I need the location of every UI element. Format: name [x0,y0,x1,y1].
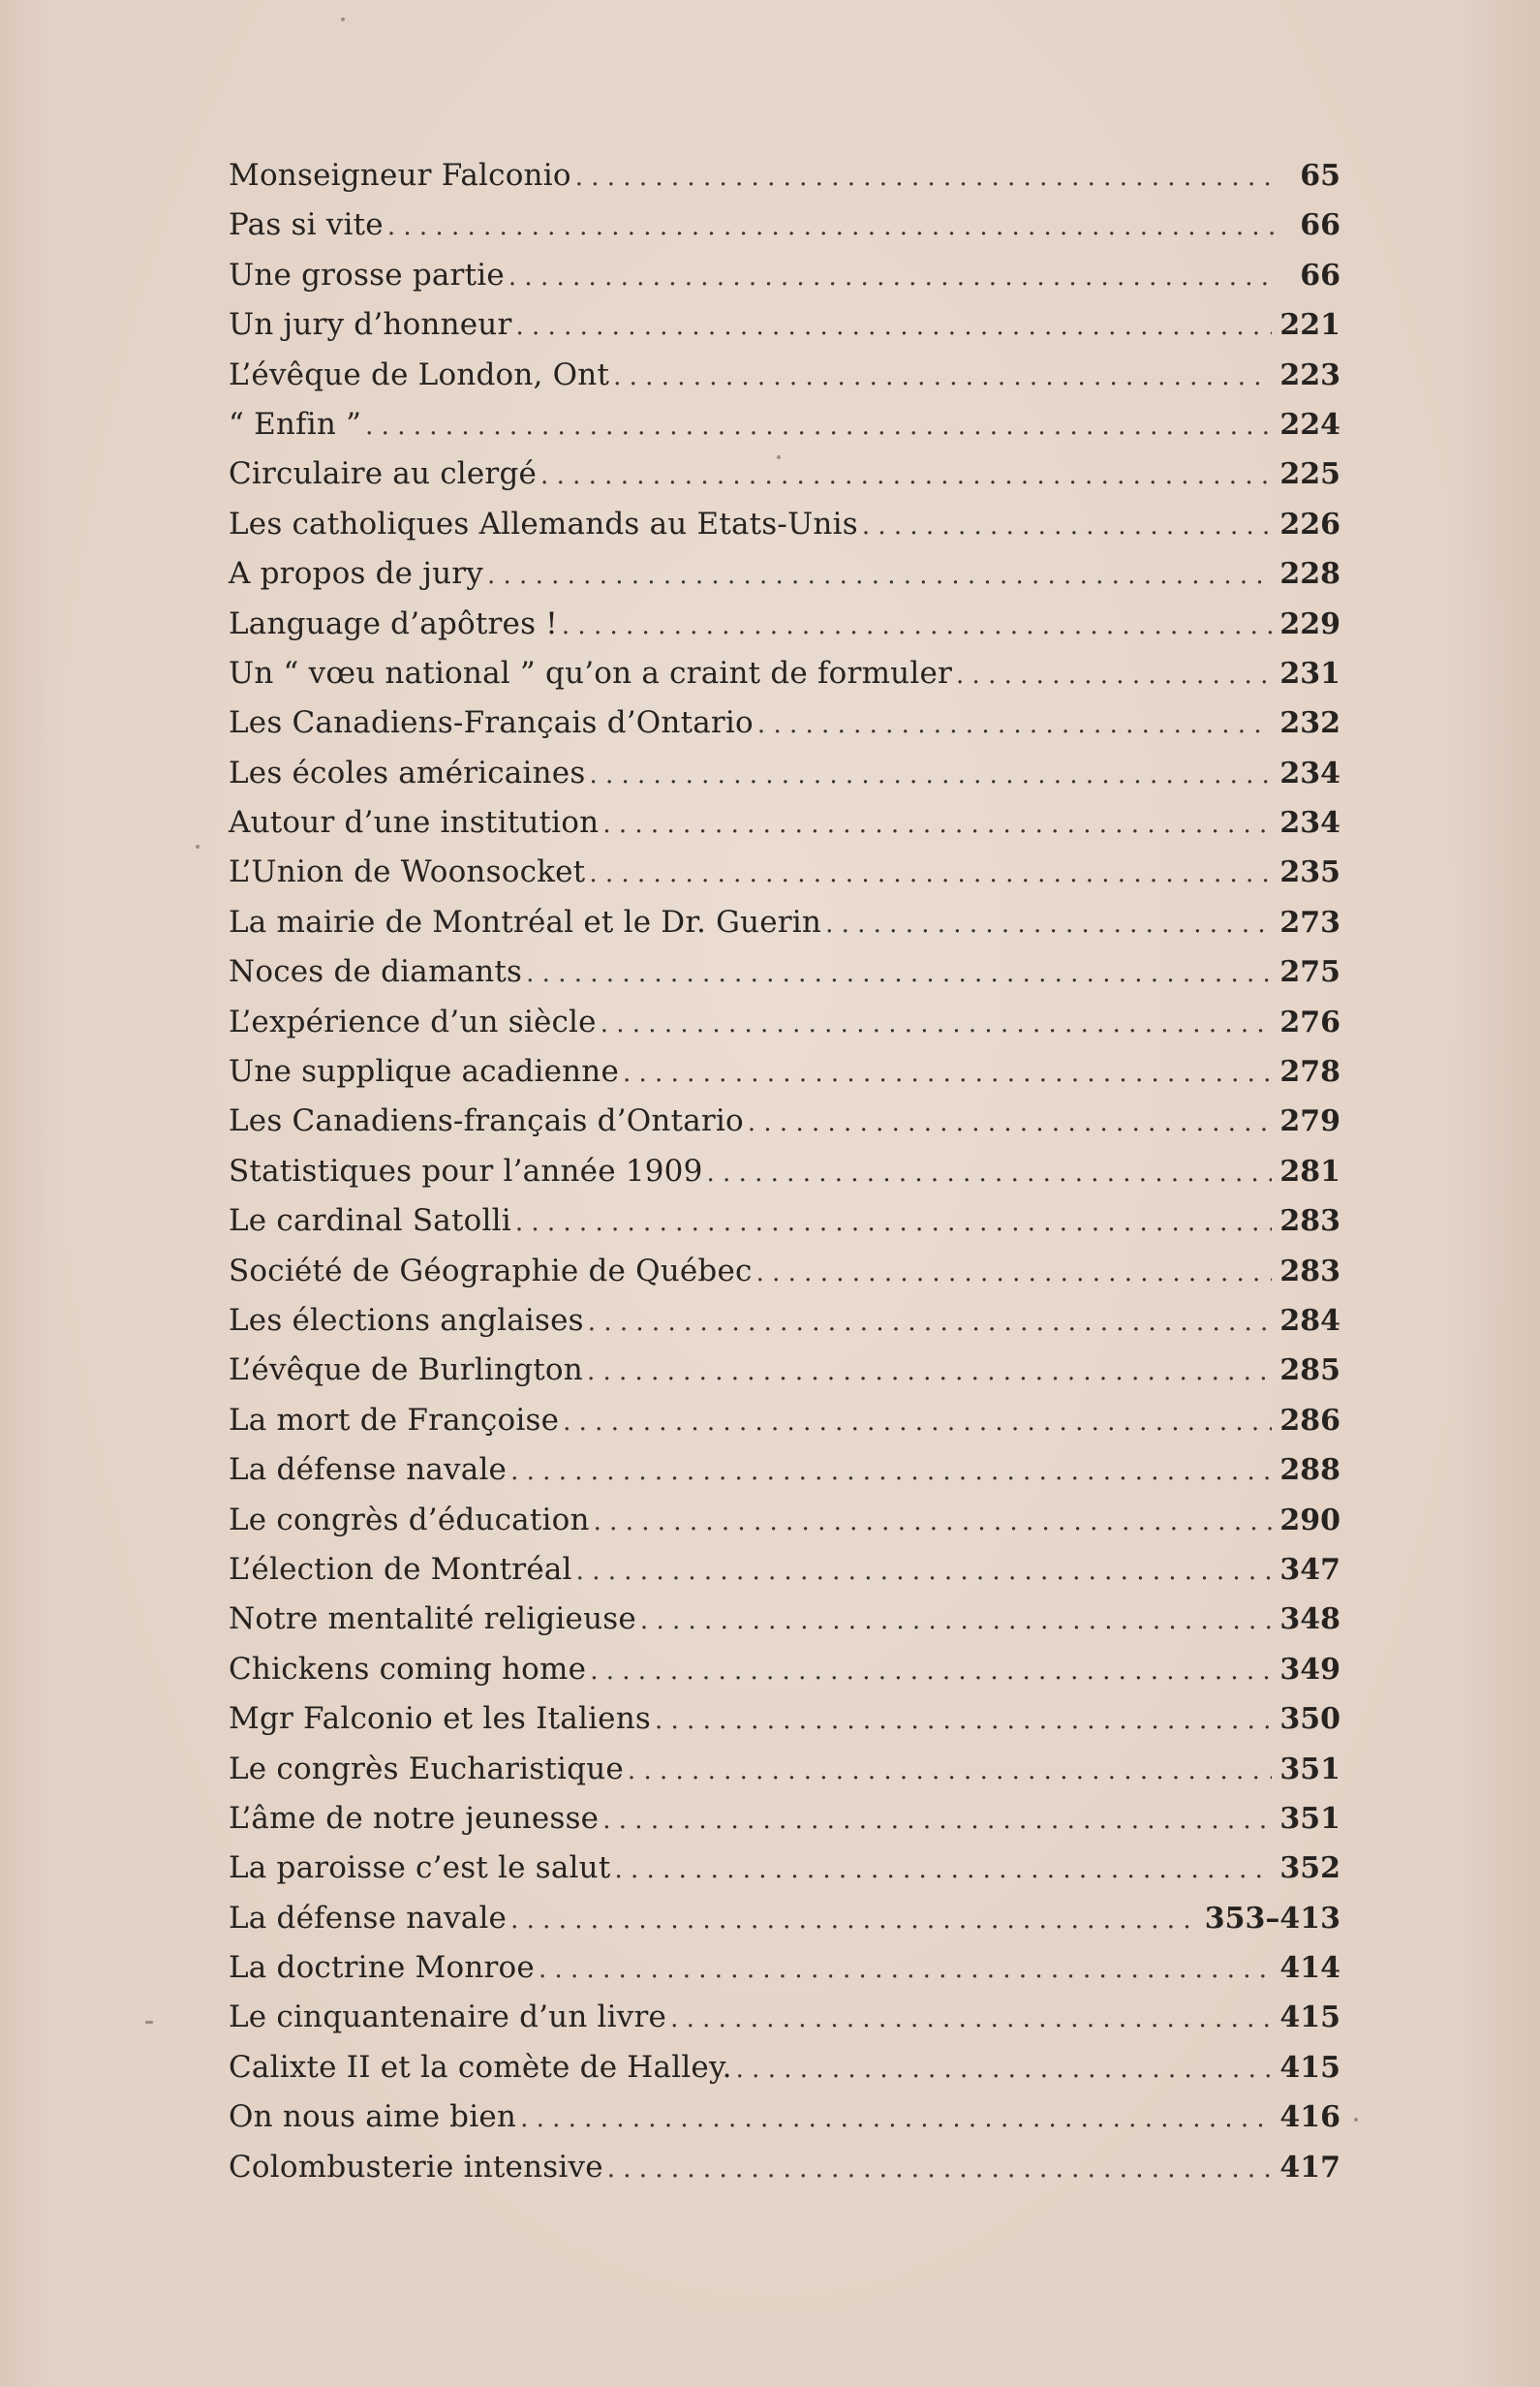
toc-entry-title: Pas si vite [229,207,384,243]
dot-leader [508,253,1278,302]
toc-entry [229,1496,1340,1545]
dot-leader [526,949,1272,999]
toc-entry-page-number: 350 [1279,1702,1340,1737]
toc-entry-page-number: 228 [1279,557,1340,592]
toc-entry-title: Autour d’une institution [229,805,600,841]
toc-entry-title: Les catholiques Allemands au Etats-Unis [229,506,858,542]
toc-entry [229,450,1340,499]
dot-leader [615,1845,1273,1895]
dot-leader [510,1447,1272,1497]
dot-leader [655,1696,1272,1746]
toc-entry [229,500,1340,549]
toc-entry [229,1545,1340,1595]
toc-entry-page-number: 278 [1279,1055,1340,1090]
toc-entry-title: Une grosse partie [229,257,505,293]
toc-entry [229,749,1340,798]
toc-entry-page-number: 226 [1279,507,1340,542]
toc-entry-page-number: 288 [1279,1453,1340,1488]
toc-entry-title: Société de Géographie de Québec [229,1253,753,1288]
toc-entry-page-number: 415 [1279,2050,1340,2085]
toc-entry-page-number: 65 [1300,159,1340,193]
toc-entry-page-number: 231 [1279,656,1340,691]
dot-leader [601,1000,1273,1049]
paper-speck [145,2021,153,2024]
toc-entry-page-number: 283 [1279,1204,1340,1239]
dot-leader [956,651,1272,700]
toc-entry-title: Les Canadiens-Français d’Ontario [229,705,754,741]
toc-entry-page-number: 225 [1279,457,1340,492]
toc-entry-page-number: 234 [1279,806,1340,841]
toc-entry-page-number: 283 [1279,1254,1340,1288]
toc-entry [229,898,1340,947]
toc-entry-title: Le cardinal Satolli [229,1203,511,1239]
toc-entry-title: Le congrès d’éducation [229,1502,590,1537]
dot-leader [589,751,1272,800]
toc-entry [229,2143,1340,2192]
toc-entry-title: La mort de Françoise [229,1402,560,1438]
dot-leader [562,602,1272,651]
toc-entry-page-number: 353–413 [1204,1901,1340,1936]
dot-leader [510,1896,1197,1945]
toc-entry-title: Une supplique acadienne [229,1054,619,1090]
toc-entry-page-number: 273 [1279,905,1340,940]
toc-entry-page-number: 279 [1279,1104,1340,1139]
toc-entry-title: Notre mentalité religieuse [229,1601,636,1637]
toc-entry [229,649,1340,698]
paper-speck [341,17,345,21]
toc-entry [229,2092,1340,2142]
dot-leader [670,1995,1272,2044]
dot-leader [563,1398,1272,1447]
toc-entry [229,1196,1340,1246]
toc-entry [229,251,1340,300]
toc-entry [229,1645,1340,1694]
toc-entry [229,1247,1340,1296]
toc-entry-page-number: 234 [1279,756,1340,790]
dot-leader [756,1249,1273,1298]
toc-entry-title: A propos de jury [229,556,483,592]
toc-entry [229,1943,1340,1993]
toc-entry-title: Mgr Falconio et les Italiens [229,1701,651,1737]
toc-entry-title: “ Enfin ” [229,406,362,442]
toc-entry-page-number: 349 [1279,1652,1340,1687]
dot-leader [520,2094,1272,2144]
toc-entry-title: L’élection de Montréal [229,1551,572,1587]
toc-entry-title: Les Canadiens-français d’Ontario [229,1103,744,1139]
toc-entry [229,1396,1340,1445]
toc-entry-title: La doctrine Monroe [229,1950,535,1986]
dot-leader [707,1149,1273,1198]
toc-entry-title: L’Union de Woonsocket [229,854,586,890]
dot-leader [516,302,1273,352]
toc-entry-page-number: 415 [1279,2000,1340,2035]
toc-entry-title: Le congrès Eucharistique [229,1751,624,1786]
toc-entry-page-number: 276 [1279,1005,1340,1039]
toc-entry-page-number: 285 [1279,1353,1340,1388]
dot-leader [588,1298,1273,1348]
toc-entry-page-number: 290 [1279,1503,1340,1537]
toc-entry-title: On nous aime bien [229,2099,517,2135]
toc-entry-page-number: 351 [1279,1801,1340,1836]
toc-entry-title: La paroisse c’est le salut [229,1850,611,1886]
toc-entry-title: Circulaire au clergé [229,456,538,492]
toc-entry [229,1097,1340,1146]
toc-entry-page-number: 416 [1279,2100,1340,2135]
toc-entry-title: L’évêque de London, Ont [229,356,610,392]
toc-entry [229,600,1340,649]
dot-leader [736,2045,1273,2094]
dot-leader [589,850,1272,899]
toc-entry [229,1694,1340,1744]
toc-entry-page-number: 286 [1279,1403,1340,1438]
toc-entry-page-number: 284 [1279,1303,1340,1338]
toc-entry-title: Statistiques pour l’année 1909 [229,1153,703,1189]
toc-entry [229,947,1340,997]
toc-entry [229,1794,1340,1844]
dot-leader [602,1796,1272,1845]
toc-entry [229,201,1340,250]
dot-leader [623,1049,1272,1099]
toc-entry [229,1296,1340,1346]
toc-entry [229,400,1340,450]
paper-speck [1354,2118,1358,2122]
toc-entry [229,698,1340,748]
toc-entry-title: L’expérience d’un siècle [229,1004,597,1039]
toc-entry-page-number: 224 [1279,407,1340,442]
toc-entry [229,1844,1340,1893]
dot-leader [515,1198,1273,1248]
toc-entry-page-number: 417 [1279,2150,1340,2185]
toc-entry [229,1147,1340,1196]
toc-entry-title: L’évêque de Burlington [229,1352,583,1388]
toc-entry-page-number: 414 [1279,1951,1340,1986]
toc-entry-page-number: 223 [1279,357,1340,392]
toc-entry-page-number: 235 [1279,855,1340,890]
toc-entry-page-number: 232 [1279,706,1340,741]
dot-leader [613,353,1272,402]
toc-entry-title: Un jury d’honneur [229,307,512,343]
paper-speck [196,845,200,849]
dot-leader [607,2145,1273,2194]
toc-entry-page-number: 348 [1279,1602,1340,1637]
toc-entry [229,351,1340,400]
dot-leader [575,153,1278,202]
toc-entry [229,998,1340,1047]
toc-entry-page-number: 66 [1300,208,1340,243]
dot-leader [590,1647,1272,1696]
dot-leader [587,1348,1272,1397]
toc-entry-title: Un “ vœu national ” qu’on a craint de formuler [229,655,953,691]
dot-leader [640,1596,1272,1646]
toc-entry [229,1047,1340,1097]
toc-entry [229,549,1340,599]
dot-leader [487,551,1272,601]
dot-leader [594,1498,1273,1547]
toc-entry-page-number: 221 [1279,308,1340,343]
dot-leader [862,502,1273,551]
toc-entry-page-number: 229 [1279,606,1340,641]
toc-entry [229,798,1340,848]
toc-entry-title: La défense navale [229,1452,508,1488]
toc-entry [229,1595,1340,1644]
toc-entry-title: Noces de diamants [229,954,523,990]
toc-entry-page-number: 275 [1279,955,1340,990]
dot-leader [748,1099,1273,1148]
toc-entry [229,2043,1340,2092]
toc-entry-title: Calixte II et la comète de Halley. [229,2049,732,2085]
toc-entry [229,300,1340,350]
toc-entry [229,1993,1340,2042]
toc-entry-title: Les écoles américaines [229,755,586,790]
toc-entry-page-number: 351 [1279,1752,1340,1786]
toc-entry-title: Colombusterie intensive [229,2149,603,2185]
toc-entry [229,151,1340,201]
dot-leader [602,800,1272,850]
dot-leader [539,1945,1272,1995]
dot-leader [757,700,1272,750]
dot-leader [387,202,1278,252]
toc-entry [229,848,1340,897]
toc-entry [229,1346,1340,1395]
toc-entry-title: Le cinquantenaire d’un livre [229,2000,667,2035]
dot-leader [540,451,1272,501]
toc-entry-title: La mairie de Montréal et le Dr. Guerin [229,904,822,940]
toc-entry-page-number: 352 [1279,1851,1340,1886]
dot-leader [576,1547,1273,1596]
toc-entry-title: L’âme de notre jeunesse [229,1800,600,1836]
toc-entry-title: Chickens coming home [229,1651,587,1687]
table-of-contents [229,151,1340,2192]
toc-entry-title: Monseigneur Falconio [229,158,571,193]
dot-leader [825,900,1272,949]
toc-entry-page-number: 66 [1300,258,1340,293]
toc-entry-title: La défense navale [229,1900,508,1936]
toc-entry [229,1445,1340,1495]
toc-entry [229,1745,1340,1794]
toc-entry-page-number: 347 [1279,1552,1340,1587]
dot-leader [628,1747,1272,1796]
toc-entry [229,1894,1340,1943]
toc-entry-page-number: 281 [1279,1154,1340,1189]
toc-entry-title: Language d’apôtres ! [229,605,558,641]
dot-leader [365,402,1272,451]
toc-entry-title: Les élections anglaises [229,1302,584,1338]
